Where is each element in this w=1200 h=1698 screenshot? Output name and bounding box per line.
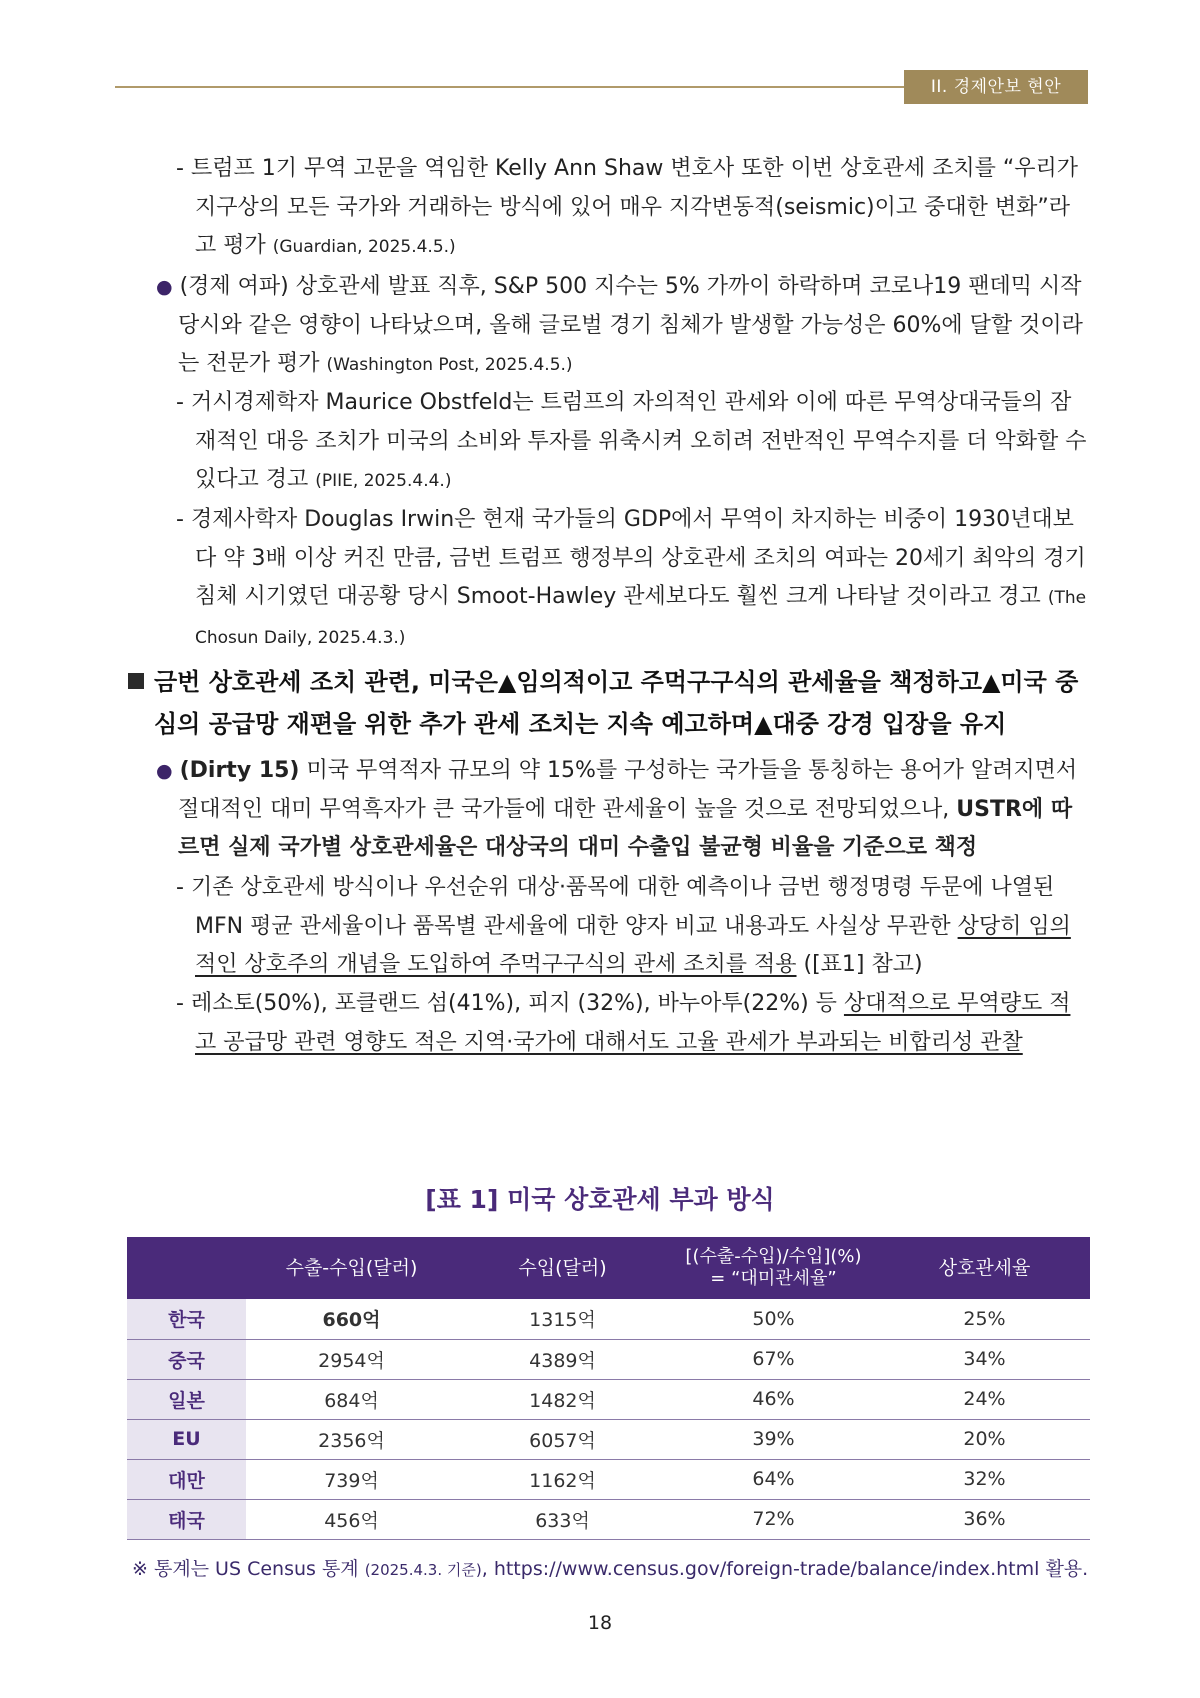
dash-marker: - (176, 390, 184, 415)
header-trade-balance: 수출-수입(달러) (246, 1237, 457, 1299)
note-prefix: ※ 통계는 US Census 통계 (132, 1558, 365, 1580)
table-row (127, 1419, 1090, 1459)
bullet-item-dirty15 (156, 752, 1088, 868)
para-text: (경제 여파) 상호관세 발표 직후, S&P 500 지수는 5% 가까이 하락하며 코로나19 팬데믹 시작 당시와 같은 영향이 나타났으며, 올해 글로벌 경기 침체가 발생할 가능성은 60%에 달할 것이라는 전문가 평가 (178, 274, 1083, 376)
trade-balance-cell: 739억 (246, 1459, 457, 1499)
dash-item-irrationality (176, 985, 1088, 1062)
para-emphasis: USTR에 따르면 실제 국가별 상호관세율은 대상국의 대미 수출입 불균형 비율을 기준으로 책정 (178, 796, 1073, 860)
tariff-cell: 20% (879, 1419, 1090, 1459)
bullet-icon: ● (156, 760, 173, 782)
ratio-cell: 72% (668, 1499, 879, 1539)
section-heading (128, 661, 1098, 745)
para-text-tail: ([표1] 참고) (796, 952, 923, 977)
trade-balance-cell: 2954억 (246, 1339, 457, 1379)
dash-item-obstfeld (176, 384, 1088, 501)
source-citation: (The Chosun Daily, 2025.4.3.) (195, 588, 1087, 648)
section-tag: II. 경제안보 현안 (904, 70, 1088, 104)
table-title: [표 1] 미국 상호관세 부과 방식 (425, 1185, 775, 1214)
para-underline: 상당히 임의적인 상호주의 개념을 도입하여 주먹구구식의 관세 조치를 적용 (195, 913, 1071, 977)
heading-text: 금번 상호관세 조치 관련, 미국은▲임의적이고 주먹구구식의 관세율을 책정하고▲미국 중심의 공급망 재편을 위한 추가 관세 조치는 지속 예고하며▲대중 강경 입장을 유지 (154, 668, 1079, 738)
tariff-cell: 36% (879, 1499, 1090, 1539)
table-header-row (127, 1237, 1090, 1299)
header-ratio-line1: [(수출-수입)/수입](%) (685, 1246, 862, 1267)
para-text: 트럼프 1기 무역 고문을 역임한 Kelly Ann Shaw 변호사 또한 이번 상호관세 조치를 “우리가 지구상의 모든 국가와 거래하는 방식에 있어 매우 지각변동적(seismic)이고 중대한 변화”라고 평가 (190, 156, 1078, 258)
dash-marker: - (176, 507, 184, 532)
trade-balance-cell: 684억 (246, 1379, 457, 1419)
table-row (127, 1339, 1090, 1379)
para-text: 레소토(50%), 포클랜드 섬(41%), 피지 (32%), 바누아투(22%) 등 (190, 991, 844, 1016)
country-cell: 일본 (127, 1379, 246, 1419)
para-text: 기존 상호관세 방식이나 우선순위 대상·품목에 대한 예측이나 금번 행정명령 두문에 나열된 MFN 평균 관세율이나 품목별 관세율에 대한 양자 비교 내용과도 사실상 무관한 (190, 875, 1055, 939)
ratio-cell: 67% (668, 1339, 879, 1379)
dash-item-shaw (176, 150, 1088, 267)
country-cell: 대만 (127, 1459, 246, 1499)
country-cell: EU (127, 1419, 246, 1459)
header-reciprocal-tariff: 상호관세율 (879, 1237, 1090, 1299)
para-text: 미국 무역적자 규모의 약 15%를 구성하는 국가들을 통칭하는 용어가 알려지면서 절대적인 대미 무역흑자가 큰 국가들에 대한 관세율이 높을 것으로 전망되었으나, (178, 758, 1078, 822)
ratio-cell: 39% (668, 1419, 879, 1459)
page-number: 18 (587, 1612, 613, 1634)
ratio-cell: 50% (668, 1299, 879, 1339)
country-cell: 한국 (127, 1299, 246, 1339)
imports-cell: 1482억 (457, 1379, 668, 1419)
header-rule (115, 86, 905, 88)
tariff-cell: 34% (879, 1339, 1090, 1379)
country-cell: 태국 (127, 1499, 246, 1539)
tariff-cell: 24% (879, 1379, 1090, 1419)
source-citation: (Washington Post, 2025.4.5.) (326, 355, 573, 375)
source-citation: (Guardian, 2025.4.5.) (272, 237, 456, 257)
ratio-cell: 64% (668, 1459, 879, 1499)
dash-item-methodology (176, 869, 1088, 985)
header-blank (127, 1237, 246, 1299)
square-bullet-icon (128, 673, 144, 689)
dash-item-irwin (176, 501, 1088, 657)
header-imports: 수입(달러) (457, 1237, 668, 1299)
trade-balance-cell: 2356억 (246, 1419, 457, 1459)
source-citation: (PIIE, 2025.4.4.) (315, 471, 452, 491)
dash-marker: - (176, 991, 184, 1016)
trade-balance-cell: 660억 (246, 1299, 457, 1339)
tariff-table (127, 1237, 1090, 1540)
note-suffix: , https://www.census.gov/foreign-trade/balance/index.html 활용. (481, 1558, 1089, 1580)
para-underline: 상대적으로 무역량도 적고 공급망 관련 영향도 적은 지역·국가에 대해서도 고율 관세가 부과되는 비합리성 관찰 (195, 991, 1071, 1055)
trade-balance-cell: 456억 (246, 1499, 457, 1539)
dash-marker: - (176, 875, 184, 900)
tariff-cell: 25% (879, 1299, 1090, 1339)
bullet-icon: ● (156, 276, 173, 298)
table-source-note (132, 1554, 1088, 1581)
table-row (127, 1459, 1090, 1499)
tariff-cell: 32% (879, 1459, 1090, 1499)
header-ratio (668, 1237, 879, 1299)
imports-cell: 1162억 (457, 1459, 668, 1499)
ratio-cell: 46% (668, 1379, 879, 1419)
imports-cell: 4389억 (457, 1339, 668, 1379)
note-date: (2025.4.3. 기준) (364, 1561, 482, 1579)
header-ratio-line2: = “대미관세율” (710, 1268, 837, 1289)
table-row (127, 1299, 1090, 1339)
imports-cell: 1315억 (457, 1299, 668, 1339)
para-text: 경제사학자 Douglas Irwin은 현재 국가들의 GDP에서 무역이 차지하는 비중이 1930년대보다 약 3배 이상 커진 만큼, 금번 트럼프 행정부의 상호관세 조치의 여파는 20세기 최악의 경기 침체 시기였던 대공황 당시 Smoot-Hawley 관세보다도 훨씬 크게 나타날 것이라고 경고 (190, 507, 1086, 609)
dash-marker: - (176, 156, 184, 181)
table-row (127, 1379, 1090, 1419)
country-cell: 중국 (127, 1339, 246, 1379)
table-row (127, 1499, 1090, 1539)
imports-cell: 6057억 (457, 1419, 668, 1459)
para-text: 거시경제학자 Maurice Obstfeld는 트럼프의 자의적인 관세와 이에 따른 무역상대국들의 잠재적인 대응 조치가 미국의 소비와 투자를 위축시켜 오히려 전반적인 무역수지를 더 악화할 수 있다고 경고 (190, 390, 1087, 492)
lead-label: (Dirty 15) (179, 758, 300, 783)
bullet-item-economic-impact (156, 268, 1088, 385)
imports-cell: 633억 (457, 1499, 668, 1539)
